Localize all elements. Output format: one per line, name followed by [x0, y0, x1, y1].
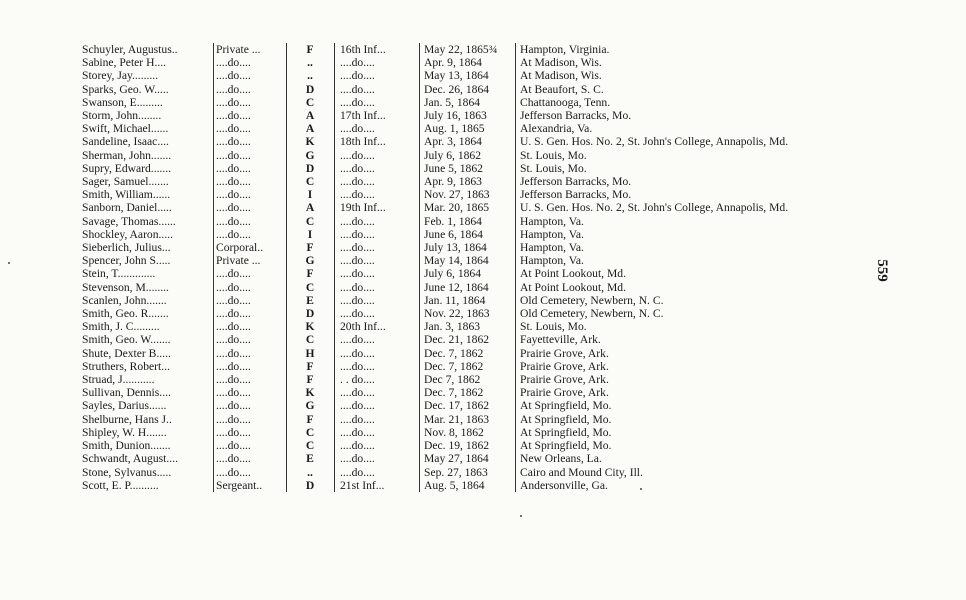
- place-of-burial: At Point Lookout, Md.: [516, 281, 792, 294]
- table-row: [82, 69, 791, 82]
- date-of-death: Dec. 7, 1862: [420, 360, 516, 373]
- place-of-burial: At Madison, Wis.: [516, 69, 792, 82]
- table-row: [82, 347, 791, 360]
- regiment: . . do....: [335, 373, 420, 386]
- date-of-death: Dec. 7, 1862: [420, 386, 516, 399]
- table-row: [82, 56, 791, 69]
- rank: ....do....: [214, 307, 287, 320]
- table-row: [82, 122, 791, 135]
- soldier-name: Savage, Thomas......: [82, 214, 176, 228]
- regiment: ....do....: [335, 83, 420, 96]
- rank: ....do....: [214, 439, 287, 452]
- company: D: [287, 162, 335, 175]
- company: F: [287, 413, 335, 426]
- regiment: ....do....: [335, 360, 420, 373]
- regiment: ....do....: [335, 439, 420, 452]
- regiment: ....do....: [335, 413, 420, 426]
- soldier-name: Schwandt, August....: [82, 452, 178, 466]
- date-of-death: Apr. 9, 1864: [420, 56, 516, 69]
- soldier-name: Spencer, John S.....: [82, 254, 171, 268]
- soldier-name: Smith, Dunion.......: [82, 439, 171, 453]
- place-of-burial: Jefferson Barracks, Mo.: [516, 188, 792, 201]
- soldier-name: Shipley, W. H.......: [82, 425, 167, 439]
- place-of-burial: Hampton, Va.: [516, 228, 792, 241]
- place-of-burial: Chattanooga, Tenn.: [516, 96, 792, 109]
- table-row: [82, 228, 791, 241]
- table-row: [82, 43, 791, 56]
- company: A: [287, 201, 335, 214]
- date-of-death: Dec. 17, 1862: [420, 399, 516, 412]
- soldier-name: Stevenson, M........: [82, 280, 169, 294]
- date-of-death: Dec. 19, 1862: [420, 439, 516, 452]
- rank: ....do....: [214, 281, 287, 294]
- place-of-burial: At Springfield, Mo.: [516, 413, 792, 426]
- date-of-death: July 16, 1863: [420, 109, 516, 122]
- regiment: ....do....: [335, 333, 420, 346]
- regiment: ....do....: [335, 281, 420, 294]
- soldier-name: Sager, Samuel.......: [82, 175, 169, 189]
- print-speck: [520, 515, 522, 517]
- rank: ....do....: [214, 109, 287, 122]
- date-of-death: May 27, 1864: [420, 452, 516, 465]
- place-of-burial: Prairie Grove, Ark.: [516, 360, 792, 373]
- company: D: [287, 307, 335, 320]
- table-row: [82, 479, 791, 492]
- company: G: [287, 254, 335, 267]
- place-of-burial: Jefferson Barracks, Mo.: [516, 109, 792, 122]
- date-of-death: Mar. 21, 1863: [420, 413, 516, 426]
- soldier-name: Scott, E. P..........: [82, 478, 159, 492]
- soldier-name: Smith, Geo. R.......: [82, 307, 169, 321]
- place-of-burial: At Point Lookout, Md.: [516, 267, 792, 280]
- regiment: 21st Inf...: [335, 479, 420, 492]
- company: D: [287, 83, 335, 96]
- date-of-death: June 12, 1864: [420, 281, 516, 294]
- date-of-death: Dec. 26, 1864: [420, 83, 516, 96]
- place-of-burial: Prairie Grove, Ark.: [516, 386, 792, 399]
- place-of-burial: Alexandria, Va.: [516, 122, 792, 135]
- page-number: 559: [873, 259, 890, 282]
- company: H: [287, 347, 335, 360]
- rank: ....do....: [214, 228, 287, 241]
- company: C: [287, 281, 335, 294]
- table-row: [82, 307, 791, 320]
- date-of-death: Dec. 7, 1862: [420, 347, 516, 360]
- regiment: ....do....: [335, 56, 420, 69]
- table-row: [82, 267, 791, 280]
- regiment: ....do....: [335, 122, 420, 135]
- place-of-burial: Andersonville, Ga.: [516, 479, 792, 492]
- rank: ....do....: [214, 347, 287, 360]
- place-of-burial: Old Cemetery, Newbern, N. C.: [516, 307, 792, 320]
- rank: ....do....: [214, 96, 287, 109]
- soldier-name: Stone, Sylvanus.....: [82, 465, 172, 479]
- regiment: ....do....: [335, 215, 420, 228]
- table-row: [82, 466, 791, 479]
- date-of-death: Nov. 22, 1863: [420, 307, 516, 320]
- table-row: [82, 96, 791, 109]
- date-of-death: Dec 7, 1862: [420, 373, 516, 386]
- company: A: [287, 122, 335, 135]
- soldier-name: Sullivan, Dennis....: [82, 386, 171, 400]
- soldier-name: Storm, John........: [82, 109, 162, 123]
- date-of-death: Jan. 5, 1864: [420, 96, 516, 109]
- place-of-burial: At Springfield, Mo.: [516, 399, 792, 412]
- date-of-death: June 5, 1862: [420, 162, 516, 175]
- register-body: [82, 43, 791, 492]
- date-of-death: Apr. 9, 1863: [420, 175, 516, 188]
- regiment: ....do....: [335, 399, 420, 412]
- date-of-death: July 6, 1862: [420, 149, 516, 162]
- place-of-burial: Jefferson Barracks, Mo.: [516, 175, 792, 188]
- regiment: 19th Inf...: [335, 201, 420, 214]
- place-of-burial: Prairie Grove, Ark.: [516, 373, 792, 386]
- table-row: [82, 241, 791, 254]
- rank: ....do....: [214, 201, 287, 214]
- date-of-death: May 13, 1864: [420, 69, 516, 82]
- rank: ....do....: [214, 386, 287, 399]
- regiment: ....do....: [335, 267, 420, 280]
- soldier-name: Sherman, John.......: [82, 148, 172, 162]
- company: F: [287, 241, 335, 254]
- rank: ....do....: [214, 373, 287, 386]
- rank: ....do....: [214, 188, 287, 201]
- soldier-name: Smith, William......: [82, 188, 171, 202]
- company: ..: [287, 69, 335, 82]
- company: A: [287, 109, 335, 122]
- regiment: ....do....: [335, 241, 420, 254]
- table-row: [82, 254, 791, 267]
- date-of-death: Nov. 8, 1862: [420, 426, 516, 439]
- rank: ....do....: [214, 135, 287, 148]
- rank: Corporal..: [214, 241, 287, 254]
- soldier-name: Struthers, Robert...: [82, 359, 170, 373]
- regiment: ....do....: [335, 452, 420, 465]
- date-of-death: July 13, 1864: [420, 241, 516, 254]
- place-of-burial: St. Louis, Mo.: [516, 320, 792, 333]
- company: E: [287, 452, 335, 465]
- place-of-burial: Hampton, Va.: [516, 254, 792, 267]
- place-of-burial: St. Louis, Mo.: [516, 149, 792, 162]
- soldier-name: Storey, Jay.........: [82, 69, 159, 83]
- soldier-name: Sabine, Peter H....: [82, 56, 167, 70]
- regiment: ....do....: [335, 426, 420, 439]
- company: K: [287, 135, 335, 148]
- date-of-death: July 6, 1864: [420, 267, 516, 280]
- soldier-name: Sieberlich, Julius...: [82, 241, 171, 255]
- regiment: ....do....: [335, 307, 420, 320]
- date-of-death: Sep. 27, 1863: [420, 466, 516, 479]
- table-row: [82, 452, 791, 465]
- rank: ....do....: [214, 426, 287, 439]
- regiment: ....do....: [335, 294, 420, 307]
- rank: ....do....: [214, 267, 287, 280]
- table-row: [82, 413, 791, 426]
- place-of-burial: U. S. Gen. Hos. No. 2, St. John's College, Annapolis, Md.: [516, 135, 792, 148]
- soldier-name: Swift, Michael......: [82, 122, 169, 136]
- print-speck: [8, 262, 10, 264]
- table-row: [82, 281, 791, 294]
- rank: ....do....: [214, 320, 287, 333]
- soldier-name: Swanson, E.........: [82, 95, 163, 109]
- regiment: ....do....: [335, 162, 420, 175]
- rank: ....do....: [214, 56, 287, 69]
- date-of-death: Jan. 11, 1864: [420, 294, 516, 307]
- table-row: [82, 188, 791, 201]
- date-of-death: Nov. 27, 1863: [420, 188, 516, 201]
- regiment: ....do....: [335, 466, 420, 479]
- date-of-death: Aug. 5, 1864: [420, 479, 516, 492]
- regiment: 18th Inf...: [335, 135, 420, 148]
- table-row: [82, 215, 791, 228]
- soldier-name: Smith, J. C.........: [82, 320, 160, 334]
- company: D: [287, 479, 335, 492]
- print-speck: [640, 488, 642, 490]
- soldier-name: Struad, J...........: [82, 373, 155, 387]
- table-row: [82, 426, 791, 439]
- place-of-burial: U. S. Gen. Hos. No. 2, St. John's College, Annapolis, Md.: [516, 201, 792, 214]
- company: C: [287, 439, 335, 452]
- rank: ....do....: [214, 333, 287, 346]
- date-of-death: Feb. 1, 1864: [420, 215, 516, 228]
- date-of-death: May 14, 1864: [420, 254, 516, 267]
- soldier-name: Sparks, Geo. W.....: [82, 82, 169, 96]
- rank: ....do....: [214, 69, 287, 82]
- company: G: [287, 149, 335, 162]
- date-of-death: Apr. 3, 1864: [420, 135, 516, 148]
- soldier-name: Smith, Geo. W.......: [82, 333, 171, 347]
- rank: Sergeant..: [214, 479, 287, 492]
- regiment: ....do....: [335, 228, 420, 241]
- table-row: [82, 162, 791, 175]
- soldier-name: Scanlen, John.......: [82, 293, 167, 307]
- company: K: [287, 386, 335, 399]
- rank: ....do....: [214, 215, 287, 228]
- rank: ....do....: [214, 83, 287, 96]
- company: ..: [287, 56, 335, 69]
- place-of-burial: Hampton, Va.: [516, 215, 792, 228]
- regiment: 17th Inf...: [335, 109, 420, 122]
- soldier-name: Supry, Edward.......: [82, 161, 172, 175]
- company: ..: [287, 466, 335, 479]
- place-of-burial: Old Cemetery, Newbern, N. C.: [516, 294, 792, 307]
- rank: ....do....: [214, 360, 287, 373]
- soldier-name: Schuyler, Augustus..: [82, 43, 178, 56]
- table-row: [82, 399, 791, 412]
- place-of-burial: At Springfield, Mo.: [516, 439, 792, 452]
- date-of-death: Jan. 3, 1863: [420, 320, 516, 333]
- burial-register-table: [82, 43, 791, 492]
- company: F: [287, 360, 335, 373]
- table-row: [82, 201, 791, 214]
- regiment: ....do....: [335, 149, 420, 162]
- soldier-name: Sanborn, Daniel.....: [82, 201, 172, 215]
- place-of-burial: Prairie Grove, Ark.: [516, 347, 792, 360]
- date-of-death: Dec. 21, 1862: [420, 333, 516, 346]
- place-of-burial: Hampton, Va.: [516, 241, 792, 254]
- company: F: [287, 373, 335, 386]
- place-of-burial: Cairo and Mound City, Ill.: [516, 466, 792, 479]
- place-of-burial: Fayetteville, Ark.: [516, 333, 792, 346]
- rank: ....do....: [214, 162, 287, 175]
- table-row: [82, 83, 791, 96]
- rank: ....do....: [214, 122, 287, 135]
- rank: Private ...: [214, 254, 287, 267]
- table-row: [82, 175, 791, 188]
- rank: ....do....: [214, 175, 287, 188]
- company: G: [287, 399, 335, 412]
- rank: ....do....: [214, 149, 287, 162]
- company: E: [287, 294, 335, 307]
- soldier-name: Shockley, Aaron.....: [82, 227, 174, 241]
- place-of-burial: At Springfield, Mo.: [516, 426, 792, 439]
- regiment: ....do....: [335, 69, 420, 82]
- regiment: ....do....: [335, 96, 420, 109]
- soldier-name: Sayles, Darius......: [82, 399, 167, 413]
- rank: ....do....: [214, 399, 287, 412]
- table-row: [82, 360, 791, 373]
- table-row: [82, 294, 791, 307]
- date-of-death: June 6, 1864: [420, 228, 516, 241]
- company: C: [287, 215, 335, 228]
- table-row: [82, 439, 791, 452]
- regiment: ....do....: [335, 254, 420, 267]
- regiment: ....do....: [335, 188, 420, 201]
- rank: ....do....: [214, 466, 287, 479]
- regiment: 16th Inf...: [335, 43, 420, 56]
- company: K: [287, 320, 335, 333]
- regiment: ....do....: [335, 175, 420, 188]
- table-row: [82, 149, 791, 162]
- table-row: [82, 109, 791, 122]
- soldier-name: Shelburne, Hans J..: [82, 412, 172, 426]
- regiment: 20th Inf...: [335, 320, 420, 333]
- company: C: [287, 96, 335, 109]
- place-of-burial: At Beaufort, S. C.: [516, 83, 792, 96]
- company: C: [287, 175, 335, 188]
- place-of-burial: Hampton, Virginia.: [516, 43, 792, 56]
- table-row: [82, 320, 791, 333]
- company: F: [287, 267, 335, 280]
- place-of-burial: St. Louis, Mo.: [516, 162, 792, 175]
- company: F: [287, 43, 335, 56]
- place-of-burial: At Madison, Wis.: [516, 56, 792, 69]
- date-of-death: Aug. 1, 1865: [420, 122, 516, 135]
- company: I: [287, 188, 335, 201]
- regiment: ....do....: [335, 347, 420, 360]
- soldier-name: Sandeline, Isaac....: [82, 135, 169, 149]
- soldier-name: Stein, T.............: [82, 267, 156, 281]
- company: I: [287, 228, 335, 241]
- rank: ....do....: [214, 452, 287, 465]
- soldier-name: Shute, Dexter B.....: [82, 346, 171, 360]
- date-of-death: Mar. 20, 1865: [420, 201, 516, 214]
- table-row: [82, 135, 791, 148]
- place-of-burial: New Orleans, La.: [516, 452, 792, 465]
- rank: ....do....: [214, 294, 287, 307]
- regiment: ....do....: [335, 386, 420, 399]
- company: C: [287, 333, 335, 346]
- table-row: [82, 333, 791, 346]
- date-of-death: May 22, 1865¾: [420, 43, 516, 56]
- company: C: [287, 426, 335, 439]
- rank: ....do....: [214, 413, 287, 426]
- table-row: [82, 386, 791, 399]
- table-row: [82, 373, 791, 386]
- rank: Private ...: [214, 43, 287, 56]
